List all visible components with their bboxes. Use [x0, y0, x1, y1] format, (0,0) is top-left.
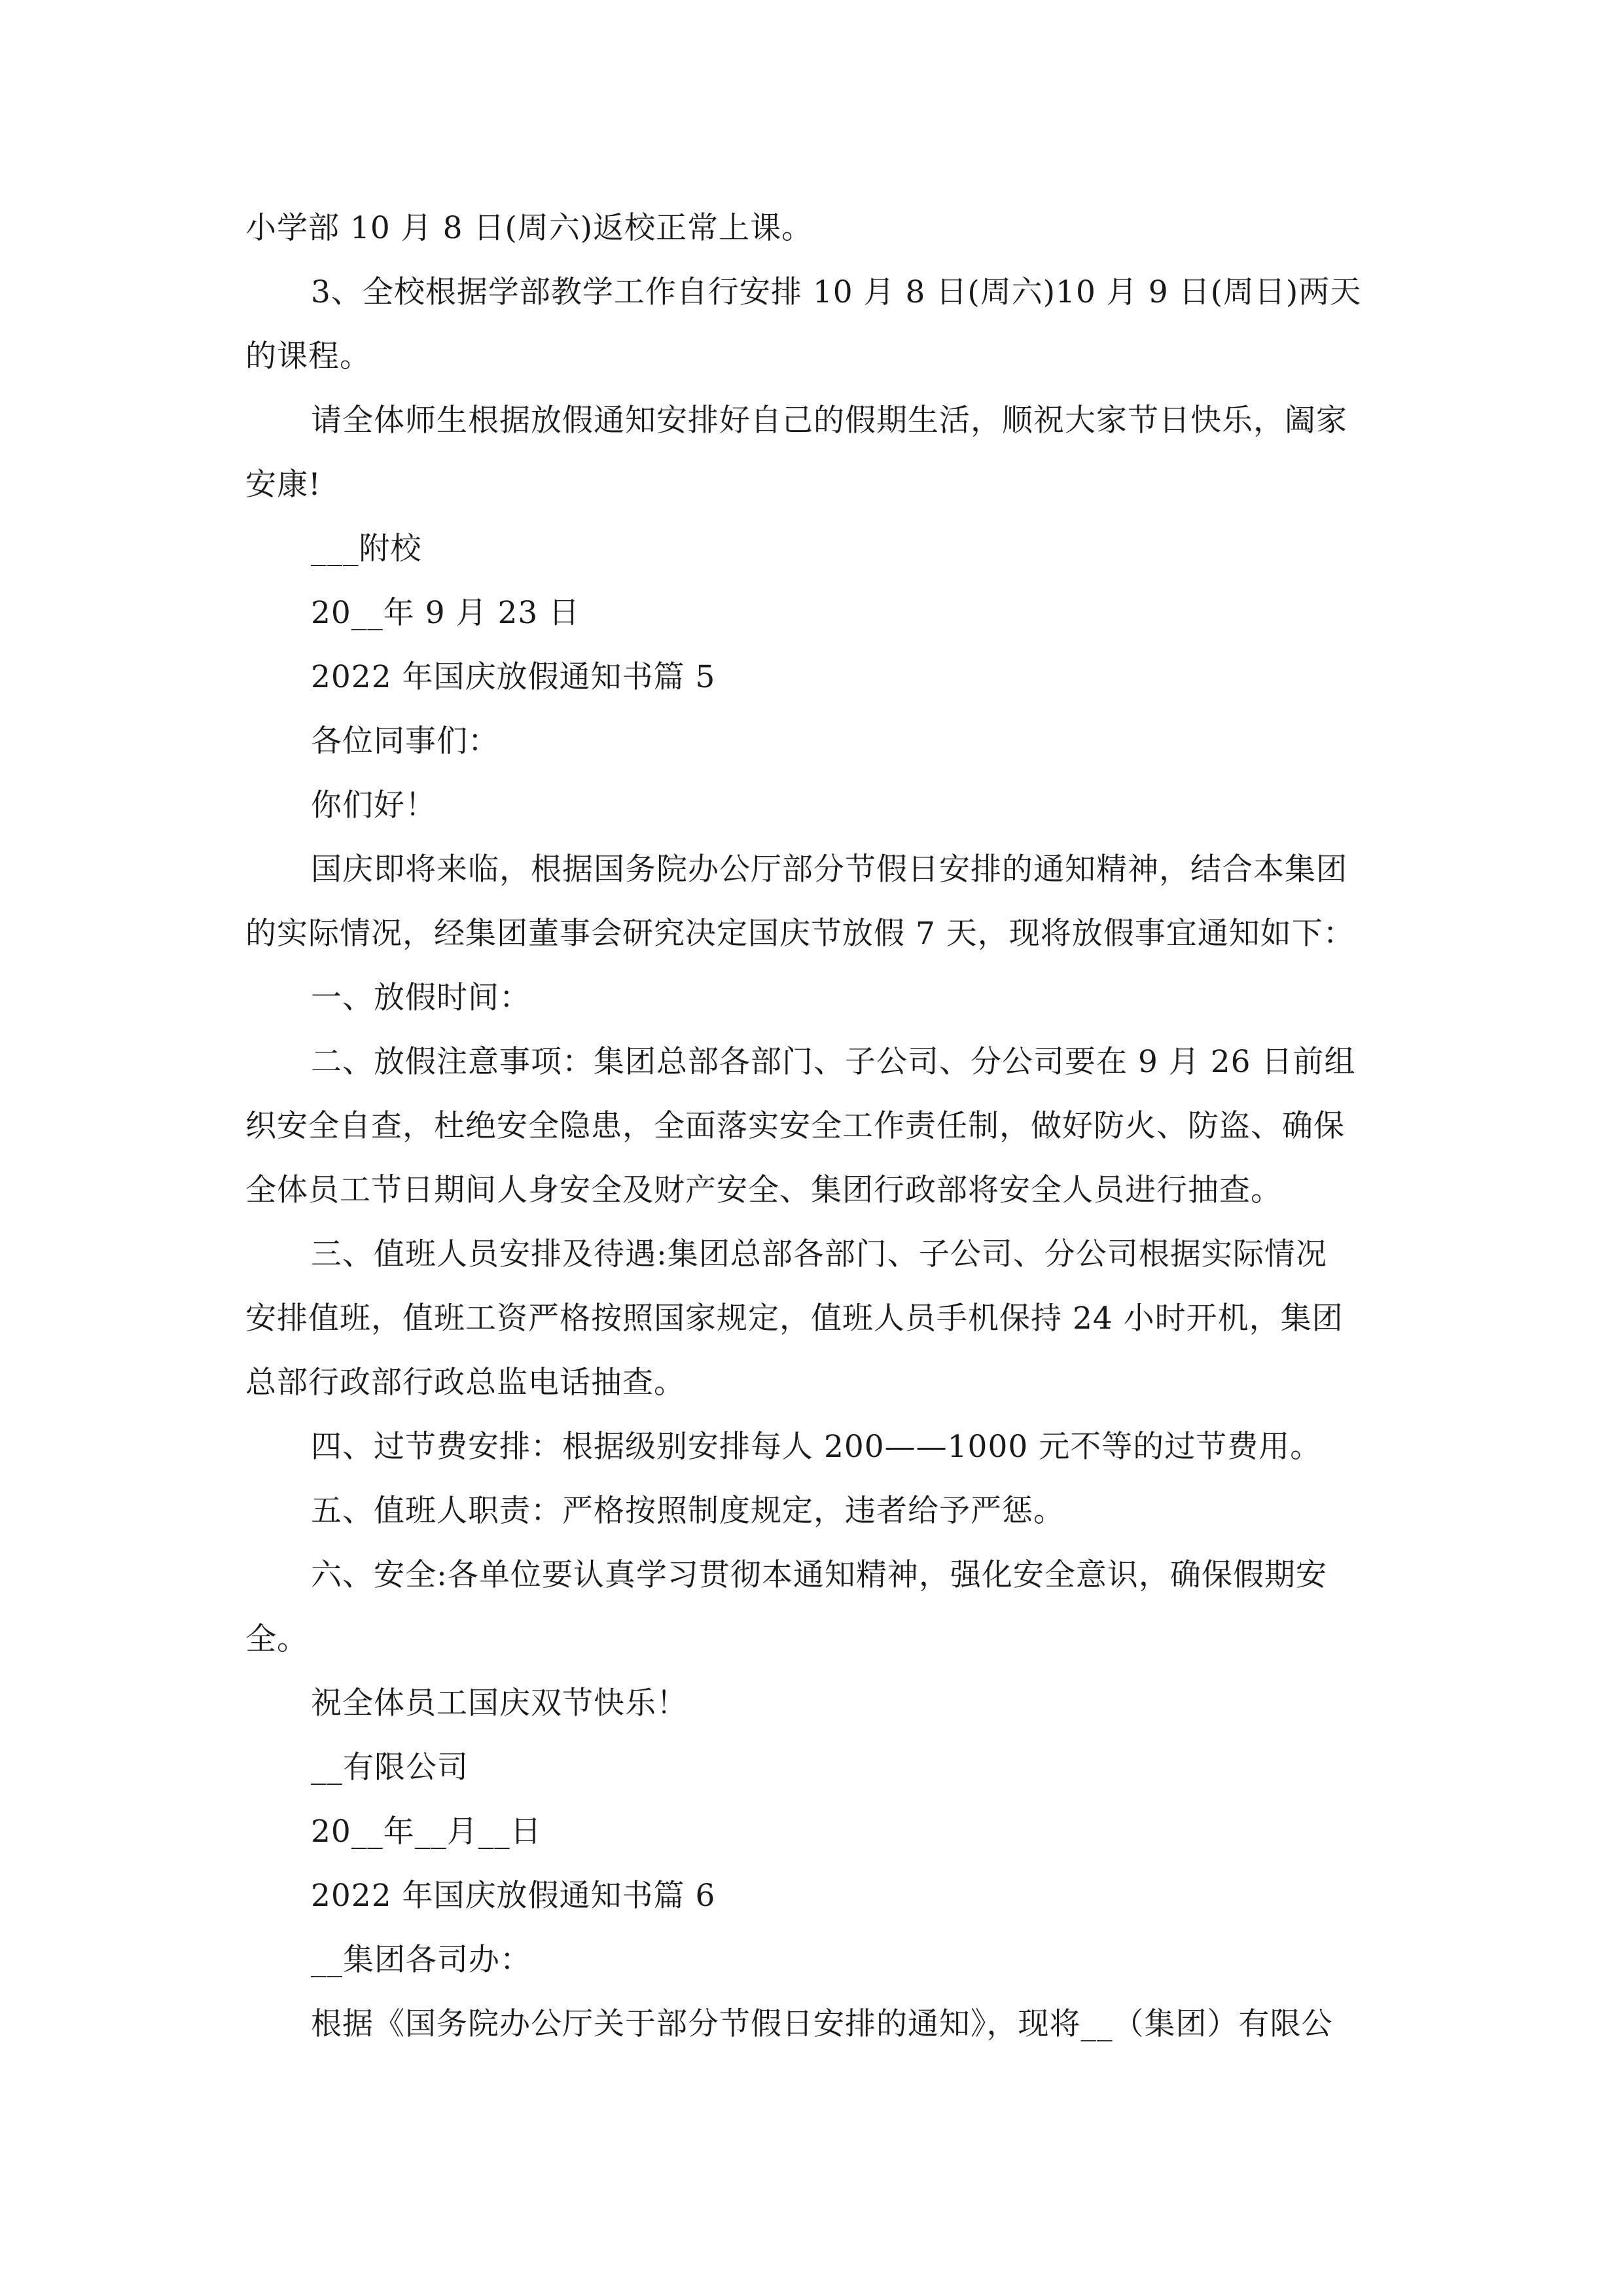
greeting: 你们好！ [311, 787, 437, 823]
list-item: 四、过节费安排：根据级别安排每人 200——1000 元不等的过节费用。 [311, 1429, 1322, 1465]
date-line: 20__年 9 月 23 日 [311, 595, 580, 631]
paragraph-line: 根据《国务院办公厅关于部分节假日安排的通知》，现将__（集团）有限公 [311, 2006, 1333, 2042]
closing-line: 祝全体员工国庆双节快乐！ [311, 1685, 688, 1721]
list-item: 五、值班人职责：严格按照制度规定，违者给予严惩。 [311, 1493, 1065, 1529]
signature-line: __有限公司 [311, 1749, 469, 1785]
list-item: 三、值班人员安排及待遇:集团总部各部门、子公司、分公司根据实际情况 [311, 1236, 1327, 1272]
list-item: 六、安全:各单位要认真学习贯彻本通知精神，强化安全意识，确保假期安 [311, 1557, 1327, 1593]
signature-line: ___附校 [311, 531, 422, 567]
date-line: 20__年__月__日 [311, 1814, 542, 1850]
paragraph-line: 全。 [245, 1621, 308, 1657]
paragraph-line: 国庆即将来临，根据国务院办公厅部分节假日安排的通知精神，结合本集团 [311, 852, 1347, 888]
paragraph-line: 小学部 10 月 8 日(周六)返校正常上课。 [245, 210, 813, 246]
paragraph-line: 的课程。 [245, 338, 371, 374]
paragraph-line: 的实际情况，经集团董事会研究决定国庆节放假 7 天，现将放假事宜通知如下： [245, 916, 1355, 952]
document-body [245, 196, 1387, 2056]
section-title: 2022 年国庆放假通知书篇 6 [311, 1878, 716, 1914]
paragraph-line: 全体员工节日期间人身安全及财产安全、集团行政部将安全人员进行抽查。 [245, 1172, 1282, 1208]
section-title: 2022 年国庆放假通知书篇 5 [311, 659, 716, 695]
list-item: 一、放假时间： [311, 980, 531, 1016]
paragraph-line: 请全体师生根据放假通知安排好自己的假期生活，顺祝大家节日快乐，阖家 [311, 403, 1347, 439]
paragraph-line: 3、全校根据学部教学工作自行安排 10 月 8 日(周六)10 月 9 日(周日)两天 [311, 274, 1362, 310]
paragraph-line: 织安全自查，杜绝安全隐患，全面落实安全工作责任制，做好防火、防盗、确保 [245, 1108, 1345, 1144]
salutation: 各位同事们： [311, 723, 499, 759]
salutation: __集团各司办： [311, 1942, 531, 1978]
paragraph-line: 安排值班，值班工资严格按照国家规定，值班人员手机保持 24 小时开机，集团 [245, 1300, 1344, 1336]
paragraph-line: 安康! [245, 467, 321, 503]
list-item: 二、放假注意事项：集团总部各部门、子公司、分公司要在 9 月 26 日前组 [311, 1044, 1356, 1080]
paragraph-line: 总部行政部行政总监电话抽查。 [245, 1365, 685, 1401]
